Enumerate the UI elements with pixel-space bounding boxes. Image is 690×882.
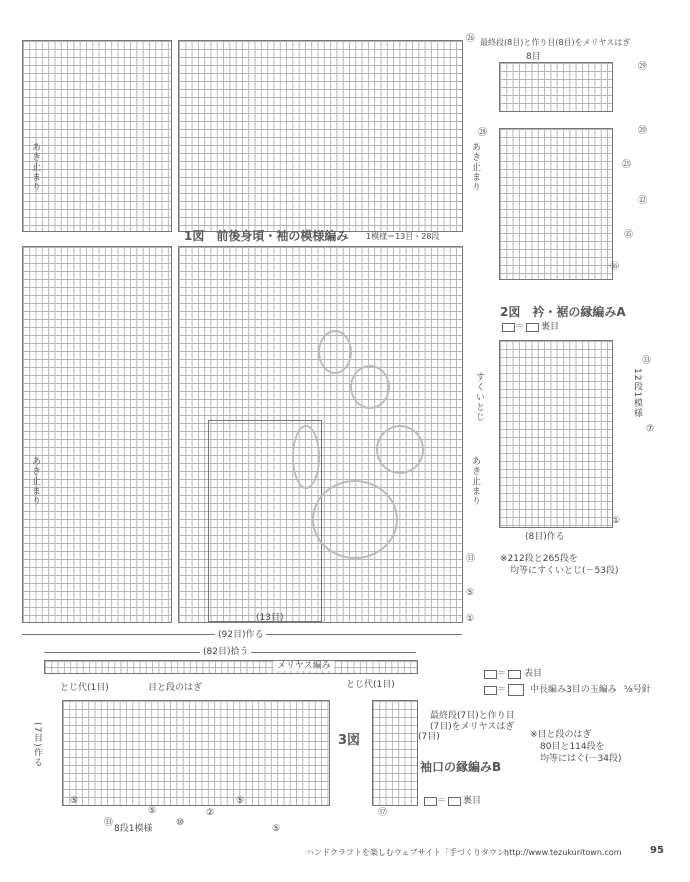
fig2-row-mark: ① [612, 516, 621, 526]
fig2-row-mark: ⑫ [638, 196, 648, 206]
legend-needle: ⅝号針 [624, 685, 651, 695]
fig2-row-mark: ⑯ [610, 262, 620, 272]
fig3-right-label: (7目) [418, 732, 440, 742]
fig3-mark: ⑤ [236, 796, 245, 806]
fig3-chart [62, 700, 330, 806]
fig3-mark: ⑰ [378, 808, 388, 818]
fig2-note-1: ※212段と265段を [500, 554, 578, 564]
yarn-ball-watermark [350, 365, 390, 409]
fig1-bottom-count: (13目) [256, 613, 284, 623]
legend-kanji2: 中長編み3目の玉編み [530, 685, 617, 695]
row-mark: ㉘ [478, 128, 488, 138]
fig3-mark: ② [206, 808, 215, 818]
fig2-chart-bottom [499, 340, 613, 528]
fig2-chart-mid [499, 128, 613, 280]
fig3-mark: ⑤ [148, 806, 157, 816]
fig1-chart-top-left [22, 40, 172, 232]
fig3-final-note-1: 最終段(7目)と作り目 [430, 711, 515, 721]
fig3-toji-right: とじ代(1目) [346, 680, 395, 690]
fig2-legend-eq: ＝ [515, 322, 525, 332]
fig2-row-mark: ㉕ [622, 160, 632, 170]
fig1-chart-bottom-left [22, 246, 172, 623]
fig3-toji-left: とじ代(1目) [60, 683, 109, 693]
fig2-bottom-label: (8目)作る [525, 532, 565, 542]
fig3-mark: ⑬ [104, 818, 114, 828]
fig3-meriyasu: メリヤス編み [274, 661, 334, 671]
fig2-row-mark: ⑮ [624, 230, 634, 240]
fig3-repeat: 8段1模様 [114, 824, 153, 834]
fig1-title: 1図 前後身頃・袖の模様編み [184, 229, 349, 243]
fig3-final-note-2: (7目)をメリヤスはぎ [430, 722, 515, 732]
fig3-sodeguchi: 袖口の縁編みB [420, 760, 502, 774]
fig3-legend-box-purl [448, 797, 461, 806]
aki-dome-left-bottom: あき止まり [30, 456, 40, 506]
yarn-ball-watermark [376, 425, 424, 474]
legend-box-knit [484, 670, 497, 679]
fig2-chart-top [499, 62, 613, 112]
row-mark: ① [466, 614, 475, 624]
yarn-ball-watermark [318, 330, 352, 374]
sukui-toji-label: すくいとじ [474, 372, 484, 422]
legend-box-knit-2 [508, 670, 521, 679]
fig3-legend-box [424, 797, 437, 806]
yarn-ball-watermark [292, 425, 320, 489]
fig3-hagi: 目と段のはぎ [148, 683, 203, 693]
fig2-legend-label: 裏目 [541, 322, 560, 332]
fig2-repeat-note: 12段1模様 [632, 368, 642, 419]
footer-url[interactable]: http://www.tezukuritown.com [504, 848, 622, 857]
row-mark: ⑬ [466, 554, 476, 564]
fig2-header-note: 最終段(8目)と作り目(8目)をメリヤスはぎ [480, 38, 631, 47]
fig3-picked: (82目)拾う [200, 647, 251, 657]
yarn-ball-watermark [312, 480, 398, 559]
page-number: 95 [650, 845, 664, 856]
fig1-chart-top-right [178, 40, 463, 232]
legend-bobble-icon [508, 684, 524, 696]
fig2-note-2: 均等にすくいとじ(－53段) [510, 566, 619, 576]
fig3-left-label: (7目)作る [32, 722, 42, 768]
row-mark: ㉖ [466, 34, 476, 44]
fig3-mark: ⑤ [272, 824, 281, 834]
fig3-title: 3図 [338, 733, 361, 748]
fig3-strip [44, 660, 418, 674]
fig1-repeat-note: 1模様＝13目・28段 [366, 232, 440, 241]
legend-bobble-box [484, 686, 497, 695]
legend-note-3: 均等にはぐ(－34段) [540, 754, 622, 764]
row-mark: ⑤ [466, 588, 475, 598]
fig2-row-mark: ⑳ [638, 126, 648, 136]
aki-dome-right-top: あき止まり [470, 142, 480, 192]
legend-note-1: ※目と段のはぎ [530, 730, 592, 740]
aki-dome-right-bottom: あき止まり [470, 456, 480, 506]
fig3-mark: ⑩ [176, 818, 185, 828]
fig1-cast-on: (92目)作る [215, 630, 266, 640]
legend-eq: ＝ [497, 669, 507, 679]
fig3-legend-label: 裏目 [463, 796, 482, 806]
legend-kanji1: 表目 [524, 669, 543, 679]
fig2-row-mark: ⑦ [646, 424, 655, 434]
fig2-top-count: 8目 [526, 52, 541, 62]
fig2-title: 2図 衿・裾の縁編みA [500, 305, 626, 319]
fig2-row-mark: ㉙ [638, 62, 648, 72]
fig2-legend-box-purl [526, 323, 539, 332]
legend-bobble-eq: ＝ [497, 685, 507, 695]
fig3-legend-eq: ＝ [437, 796, 447, 806]
fig2-row-mark: ⑬ [642, 356, 652, 366]
footer-text: ハンドクラフトを楽しむウェブサイト「手づくりタウン」 [306, 848, 513, 857]
legend-note-2: 80目と114段を [540, 742, 605, 752]
aki-dome-left-top: あき止まり [30, 142, 40, 192]
fig3-mark: ⑤ [70, 796, 79, 806]
fig2-legend-box [502, 323, 515, 332]
fig3-chart-right [372, 700, 418, 806]
